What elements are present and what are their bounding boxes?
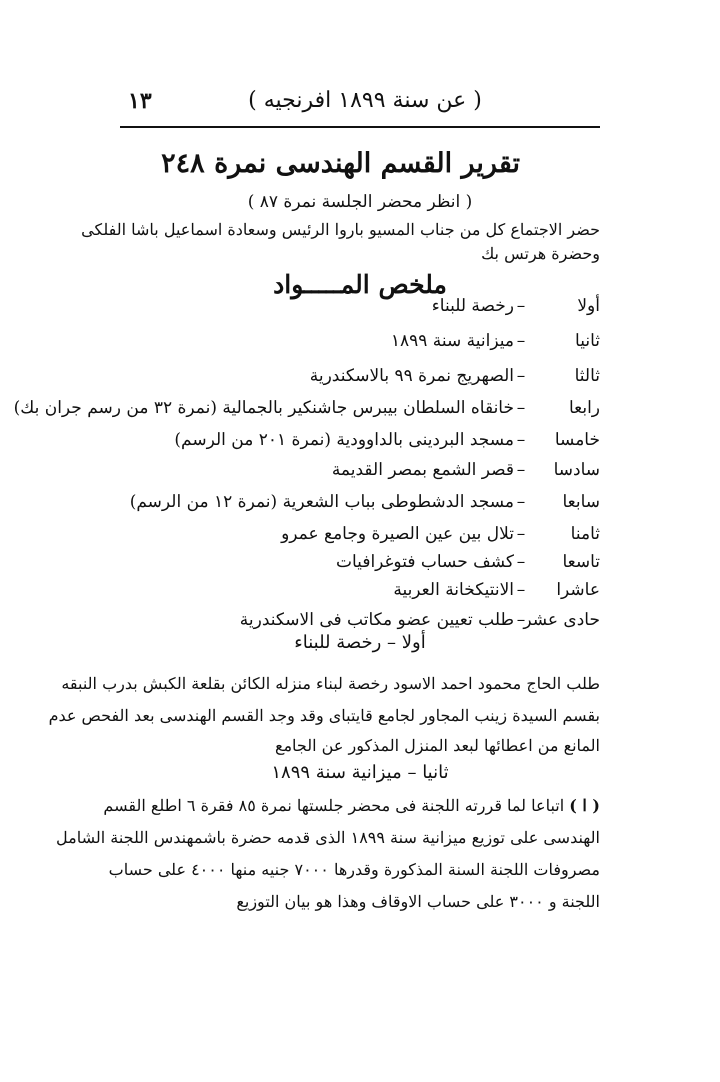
section-1-line: طلب الحاج محمود احمد الاسود رخصة لبناء منزله الكائن بقلعة الكبش بدرب النبقه bbox=[61, 674, 600, 693]
summary-item: سادسا–قصر الشمع بمصر القديمة bbox=[331, 460, 600, 480]
item-number: سادسا bbox=[553, 460, 600, 480]
item-number: حادى عشر bbox=[523, 610, 600, 630]
item-number: خامسا bbox=[554, 430, 600, 450]
section-1-line: بقسم السيدة زينب المجاور لجامع قايتباى وقد وجد القسم الهندسى بعد الفحص عدم bbox=[48, 706, 600, 725]
item-text: ميزانية سنة ١٨٩٩ bbox=[390, 331, 514, 351]
summary-item: عاشرا–الانتيكخانة العربية bbox=[393, 580, 600, 600]
item-text: كشف حساب فتوغرافيات bbox=[336, 552, 514, 572]
page-number: ١٣ bbox=[128, 88, 152, 114]
summary-title: ملخص المـــــواد bbox=[273, 270, 447, 299]
attendance-line-2: وحضرة هرتس بك bbox=[481, 244, 600, 263]
section-1-line: المانع من اعطائها لبعد المنزل المذكور عن الجامع bbox=[274, 736, 600, 755]
item-text: قصر الشمع بمصر القديمة bbox=[331, 460, 514, 480]
summary-item: ثانيا–ميزانية سنة ١٨٩٩ bbox=[390, 331, 600, 351]
item-number: أولا bbox=[577, 296, 600, 316]
summary-item: أولا–رخصة للبناء bbox=[431, 296, 600, 316]
item-text: الانتيكخانة العربية bbox=[393, 580, 514, 600]
report-title: تقرير القسم الهندسى نمرة ٢٤٨ bbox=[161, 148, 520, 179]
item-number: ثامنا bbox=[570, 524, 600, 544]
report-subtitle: ( انظر محضر الجلسة نمرة ٨٧ ) bbox=[247, 192, 473, 212]
item-text: الصهريج نمرة ٩٩ بالاسكندرية bbox=[309, 366, 514, 386]
item-number: ثالثا bbox=[574, 366, 600, 386]
section-2-heading: ثانيا – ميزانية سنة ١٨٩٩ bbox=[271, 762, 449, 783]
item-text: تلال بين عين الصيرة وجامع عمرو bbox=[281, 524, 514, 544]
section-2-line: الهندسى على توزيع ميزانية سنة ١٨٩٩ الذى قدمه حضرة باشمهندس اللجنة الشامل bbox=[56, 828, 600, 847]
item-number: تاسعا bbox=[562, 552, 600, 572]
header-rule bbox=[120, 126, 600, 128]
section-2-line: مصروفات اللجنة السنة المذكورة وقدرها ٧٠٠٠ جنيه منها ٤٠٠٠ على حساب bbox=[108, 860, 600, 879]
summary-item: خامسا–مسجد البردينى بالداوودية (نمرة ٢٠١ من الرسم) bbox=[174, 430, 600, 450]
section-1-heading: أولا – رخصة للبناء bbox=[294, 632, 426, 653]
summary-item: حادى عشر–طلب تعيين عضو مكاتب فى الاسكندرية bbox=[239, 610, 600, 630]
section-2-line: اللجنة و ٣٠٠٠ على حساب الاوقاف وهذا هو بيان التوزيع bbox=[236, 892, 600, 911]
attendance-line-1: حضر الاجتماع كل من جناب المسيو باروا الرئيس وسعادة اسماعيل باشا الفلكى bbox=[81, 220, 600, 239]
item-text: مسجد الدشطوطى بباب الشعرية (نمرة ١٢ من الرسم) bbox=[129, 492, 514, 512]
item-text: طلب تعيين عضو مكاتب فى الاسكندرية bbox=[239, 610, 514, 630]
item-number: رابعا bbox=[568, 398, 600, 418]
item-number: ثانيا bbox=[575, 331, 600, 351]
item-number: سابعا bbox=[562, 492, 600, 512]
item-text: رخصة للبناء bbox=[431, 296, 514, 316]
summary-item: ثامنا–تلال بين عين الصيرة وجامع عمرو bbox=[281, 524, 600, 544]
section-2-text: اتباعا لما قررته اللجنة فى محضر جلستها نمرة ٨٥ فقرة ٦ اطلع القسم bbox=[103, 796, 565, 815]
summary-item: تاسعا–كشف حساب فتوغرافيات bbox=[336, 552, 600, 572]
item-marker: ( ا ) bbox=[569, 796, 600, 815]
summary-item: ثالثا–الصهريج نمرة ٩٩ بالاسكندرية bbox=[309, 366, 600, 386]
item-text: مسجد البردينى بالداوودية (نمرة ٢٠١ من الرسم) bbox=[174, 430, 514, 450]
summary-item: رابعا–خانقاه السلطان بيبرس جاشنكير بالجمالية (نمرة ٣٢ من رسم جران بك) bbox=[13, 398, 600, 418]
item-text: خانقاه السلطان بيبرس جاشنكير بالجمالية (نمرة ٣٢ من رسم جران بك) bbox=[13, 398, 514, 418]
section-2-line bbox=[103, 796, 600, 815]
running-header: ( عن سنة ١٨٩٩ افرنجيه ) bbox=[248, 88, 482, 113]
item-number: عاشرا bbox=[556, 580, 600, 600]
summary-item: سابعا–مسجد الدشطوطى بباب الشعرية (نمرة ١٢ من الرسم) bbox=[129, 492, 600, 512]
